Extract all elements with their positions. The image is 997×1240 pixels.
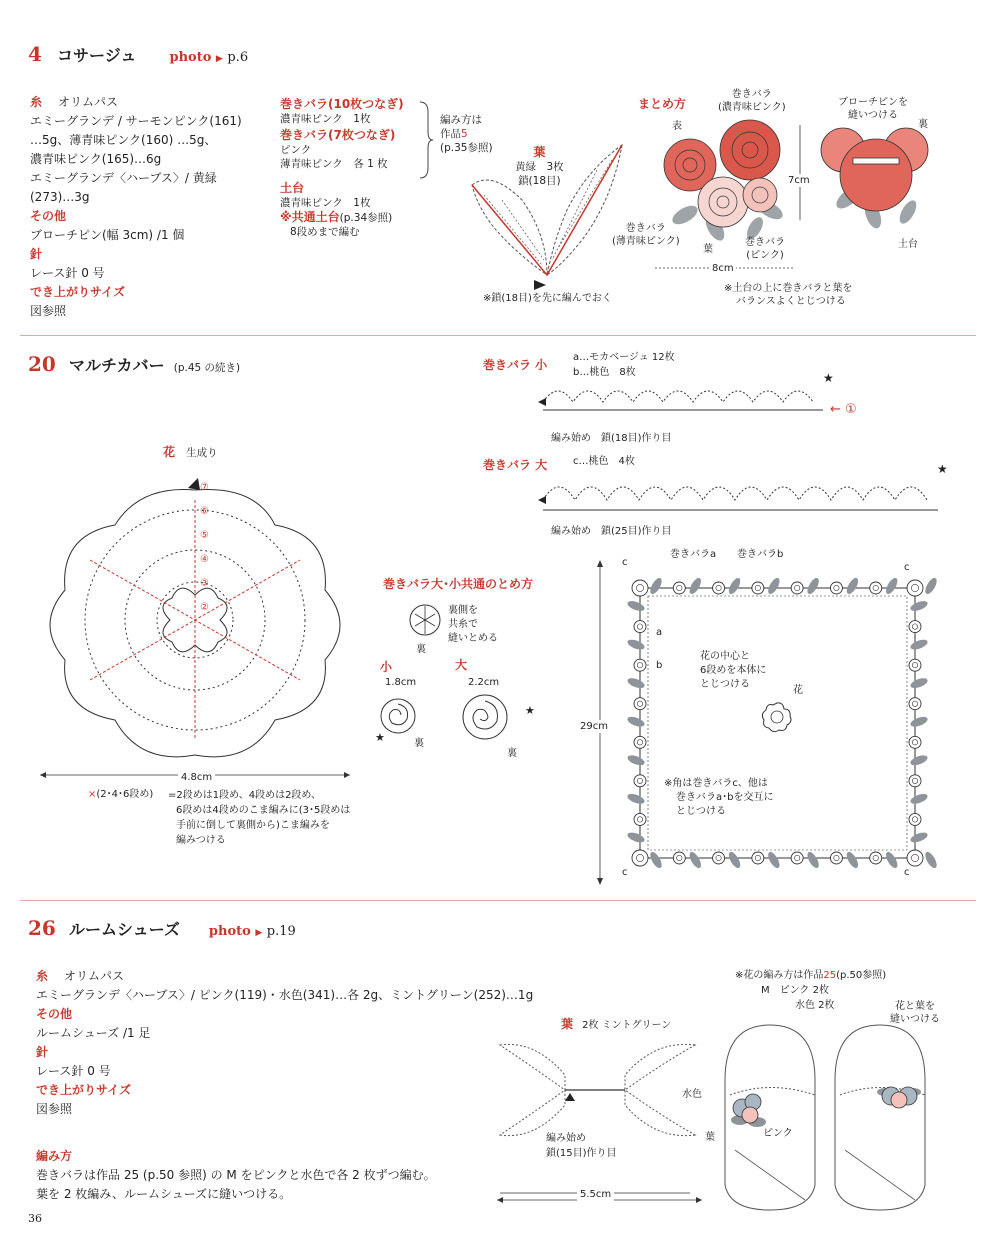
rose-mark <box>713 582 725 594</box>
leaf-mark <box>626 599 646 613</box>
note-line: 6段めは4段めのこま編みに(3･5段めは <box>176 805 351 816</box>
rose-large-chart <box>538 472 943 522</box>
finish-back-small: 裏 <box>414 738 424 749</box>
leaf-mark <box>626 638 646 652</box>
layout-b: b <box>656 660 663 671</box>
flower-diagram <box>40 470 352 770</box>
sec4-leaf-diagram <box>462 140 642 290</box>
base-rows: 8段めまで編む <box>290 226 360 238</box>
finish-large-rose <box>458 693 514 743</box>
rose-mark <box>791 852 803 864</box>
rose-mark <box>909 621 921 633</box>
base-detail: 濃青味ピンク 1枚 <box>280 197 371 209</box>
sec26-title: ルームシューズ <box>68 920 180 939</box>
leaf-mark <box>766 576 782 596</box>
leaf-mark <box>687 576 703 596</box>
page-number: 36 <box>28 1212 42 1225</box>
flower-width: 4.8cm <box>178 771 215 784</box>
sec4-header <box>28 42 248 66</box>
sec4-howto: 編み方は 作品5 (p.35参照) <box>440 114 493 154</box>
rose-mark <box>632 850 648 866</box>
rose-mark <box>634 775 646 787</box>
rose-mark <box>830 852 842 864</box>
rose-small-colors: a…モカベージュ 12枚 b…桃色 8枚 <box>573 352 675 378</box>
leaf-mark <box>805 576 821 596</box>
leaf-mark <box>727 576 743 596</box>
rose7-title: 巻きバラ(7枚つなぎ) <box>280 128 396 142</box>
material-line: でき上がりサイズ <box>30 285 126 299</box>
material-line: エミーグランデ〈ハーブス〉/ 黄緑 <box>30 171 217 185</box>
assembly-rose-pink: 巻きバラ (ピンク) <box>745 237 785 261</box>
rose-large-colors: c…桃色 4枚 <box>573 456 635 467</box>
rose-mark <box>830 582 842 594</box>
layout-rose-a: 巻きバラa <box>670 549 717 560</box>
material-line: その他 <box>30 209 67 223</box>
assembly-back-diagram <box>818 120 938 230</box>
assembly-front: 表 <box>672 121 682 132</box>
finish-large: 大 <box>455 658 468 672</box>
leaf-mark <box>626 715 646 729</box>
material-line: (273)…3g <box>30 190 90 204</box>
photo-page: p.19 <box>266 924 296 939</box>
sec20-header <box>28 352 240 376</box>
rose-mark <box>870 582 882 594</box>
material-line: エミーグランデ / サーモンピンク(161) <box>30 114 242 128</box>
rose-small-label: 巻きバラ 小 <box>483 358 548 372</box>
sec20-title: マルチカバー <box>68 356 165 375</box>
material-line: エミーグランデ〈ハーブス〉/ ピンク(119)・水色(341)…各 2g、ミントグリーン(252)…1g <box>36 988 534 1002</box>
rose-mark <box>752 852 764 864</box>
note-line: 手前に倒して裏側から)こま編みを <box>176 820 330 831</box>
sec26-number: 26 <box>28 916 56 940</box>
finish-star-large: ★ <box>525 704 535 717</box>
base-title: 土台 <box>280 181 305 195</box>
sec26-leaf-start: 編み始め 鎖(15目)作り目 <box>546 1133 617 1159</box>
material-line: …5g、薄青味ピンク(160) …5g、 <box>30 133 217 147</box>
leaf-mark <box>727 850 743 870</box>
rose-small-star: ★ <box>823 371 834 385</box>
rose-mark <box>634 698 646 710</box>
row-marker: ⑥ <box>200 506 209 517</box>
assembly-note: ※土台の上に巻きバラと葉を バランスよくとじつける <box>724 283 853 307</box>
flower-row-markers <box>200 476 209 620</box>
material-line: ブローチピン(幅 3cm) /1 個 <box>30 228 185 242</box>
finish-back-large: 裏 <box>507 748 517 759</box>
layout-flower-label: 花 <box>793 685 803 696</box>
flower-label: 花 生成り <box>163 445 218 459</box>
parts-brace <box>418 100 434 180</box>
photo-arrow-icon: ▶ <box>215 54 223 64</box>
assembly-rose-dark: 巻きバラ (濃青味ピンク) <box>718 89 786 113</box>
flower-note-mark: ×(2･4･6段め) <box>88 789 154 800</box>
material-line: その他 <box>36 1007 73 1021</box>
leaf-mark <box>884 576 900 596</box>
shoes-note: ※花の編み方は作品25(p.50参照) M ピンク 2枚 水色 2枚 <box>735 970 887 1011</box>
material-line: でき上がりサイズ <box>36 1083 132 1097</box>
rose-large-label: 巻きバラ 大 <box>483 458 548 472</box>
sec4-photo-ref[interactable] <box>169 50 248 65</box>
leaf-mark <box>626 753 646 767</box>
leaf-mark <box>626 831 646 845</box>
finish-back-rose <box>405 600 445 640</box>
material-line: 濃青味ピンク(165)…6g <box>30 152 162 166</box>
layout-c-tl: c <box>622 557 628 568</box>
assembly-back: 裏 <box>918 119 928 130</box>
finish-star-small: ★ <box>375 731 385 744</box>
rose-mark <box>673 852 685 864</box>
leaf-mark <box>909 753 929 767</box>
leaf-mark <box>648 576 664 596</box>
layout-note: ※角は巻きバラc、他は 巻きバラa･bを交互に とじつける <box>664 778 774 817</box>
photo-arrow-icon: ▶ <box>255 928 263 938</box>
flower-note <box>168 788 368 848</box>
rose-mark <box>870 852 882 864</box>
base-common: ※共通土台(p.34参照) <box>280 210 393 224</box>
shoes-blue: 水色 <box>682 1089 702 1100</box>
rose-mark <box>634 736 646 748</box>
rule-1 <box>20 335 976 336</box>
sec4-leaf-label: 葉 黄緑 3枚 鎖(18目) <box>515 145 564 187</box>
note-line: 編みつける <box>176 835 226 846</box>
material-line: レース針 0 号 <box>30 266 105 280</box>
rose-mark <box>713 852 725 864</box>
layout-center-note: 花の中心と 6段めを本体に とじつける <box>700 651 767 690</box>
shoes-sew: 花と葉を 縫いつける <box>890 1001 940 1025</box>
rose-mark <box>634 621 646 633</box>
assembly-rose-light: 巻きバラ (薄青味ピンク) <box>612 223 680 247</box>
material-line: 針 <box>30 247 43 261</box>
rose-small-start: 編み始め 鎖(18目)作り目 <box>551 433 672 444</box>
shoes-diagram <box>715 1020 955 1215</box>
assembly-leaf: 葉 <box>703 244 713 255</box>
leaf-mark <box>844 850 860 870</box>
rose-mark <box>909 698 921 710</box>
material-line: レース針 0 号 <box>36 1064 111 1078</box>
rose-mark <box>907 850 923 866</box>
sec20-number: 20 <box>28 352 56 376</box>
photo-page: p.6 <box>227 50 249 65</box>
row-marker: ② <box>200 602 209 613</box>
leaf-mark <box>884 850 900 870</box>
finish-large-size: 2.2cm <box>468 677 500 688</box>
rose-small-marker: ← ① <box>830 402 857 417</box>
finish-small-size: 1.8cm <box>385 677 417 688</box>
finish-small: 小 <box>380 660 393 674</box>
layout-c-tr: c <box>904 562 910 573</box>
rose-mark <box>634 813 646 825</box>
row-marker: ⑦ <box>200 482 209 493</box>
leaf-mark <box>909 792 929 806</box>
leaf-mark <box>648 850 664 870</box>
material-line: 針 <box>36 1045 49 1059</box>
sec4-title: コサージュ <box>57 46 137 65</box>
layout-a: a <box>656 627 663 638</box>
sec26-photo-ref[interactable] <box>209 924 296 939</box>
rule-2 <box>20 900 976 901</box>
shoes-leaf: 葉 <box>705 1132 715 1143</box>
shoes-pink: ピンク <box>763 1128 793 1139</box>
leaf-mark <box>626 676 646 690</box>
leaf-mark <box>844 576 860 596</box>
leaf-mark <box>909 715 929 729</box>
sec26-header <box>28 916 296 940</box>
photo-label: photo <box>208 924 251 939</box>
leaf-mark <box>766 850 782 870</box>
assembly-dim-lines <box>655 120 815 280</box>
note-line: =2段めは1段め、4段めは2段め、 <box>168 790 322 801</box>
assembly-width: 8cm <box>712 263 734 274</box>
rose10-detail: 濃青味ピンク 1枚 <box>280 113 371 125</box>
rose7-detail1: ピンク <box>280 144 312 156</box>
photo-label: photo <box>169 50 212 65</box>
rose-mark <box>909 775 921 787</box>
leaf-mark <box>909 599 929 613</box>
sec26-materials <box>36 967 556 1119</box>
leaf-mark <box>909 831 929 845</box>
rose-large-star: ★ <box>937 462 948 476</box>
material-line: 図参照 <box>30 304 67 318</box>
leaf-mark <box>923 576 939 596</box>
rose-small-chart <box>538 380 828 425</box>
finish-title: 巻きバラ大･小共通のとめ方 <box>383 577 534 591</box>
rose-mark <box>634 659 646 671</box>
row-marker: ⑤ <box>200 530 209 541</box>
row-marker: ③ <box>200 578 209 589</box>
rose-mark <box>752 582 764 594</box>
assembly-base: 土台 <box>898 239 918 250</box>
sec4-leaf-note: ※鎖(18目)を先に編んでおく <box>483 293 612 304</box>
rose-large-start: 編み始め 鎖(25目)作り目 <box>551 526 672 537</box>
leaf-mark <box>909 676 929 690</box>
rose-mark <box>791 582 803 594</box>
rose-mark <box>907 580 923 596</box>
rose-mark <box>909 736 921 748</box>
assembly-title: まとめ方 <box>638 97 687 111</box>
leaf-mark <box>687 850 703 870</box>
rose-mark <box>632 580 648 596</box>
material-line: ルームシューズ /1 足 <box>36 1026 151 1040</box>
sec26-leaf-label: 葉 2枚 ミントグリーン <box>561 1017 672 1031</box>
sec26-howto: 編み方 巻きバラは作品 25 (p.50 参照) の M をピンクと水色で各 2 枚ずつ編む。 葉を 2 枚編み、ルームシューズに縫いつける。 <box>36 1149 436 1201</box>
assembly-brooch: ブローチピンを 縫いつける <box>838 97 908 121</box>
sec20-cont: (p.45 の続き) <box>173 362 241 374</box>
rose10-title: 巻きバラ(10枚つなぎ) <box>280 97 404 111</box>
assembly-height: 7cm <box>788 175 810 186</box>
rose-mark <box>909 813 921 825</box>
layout-c-bl: c <box>622 867 628 878</box>
sec4-materials <box>30 93 265 321</box>
finish-back: 裏 <box>416 644 426 655</box>
layout-rose-b: 巻きバラb <box>737 549 784 560</box>
leaf-mark <box>909 638 929 652</box>
sec26-leaf-width: 5.5cm <box>577 1188 614 1201</box>
finish-back-note: 裏側を 共糸で 縫いとめる <box>448 605 498 644</box>
layout-c-br: c <box>904 867 910 878</box>
material-line: 糸 オリムパス <box>30 95 119 109</box>
layout-height: 29cm <box>580 721 608 732</box>
rose-mark <box>909 659 921 671</box>
rose7-detail2: 薄青味ピンク 各 1 枚 <box>280 158 388 170</box>
row-marker: ④ <box>200 554 209 565</box>
material-line: 糸 オリムパス <box>36 969 125 983</box>
leaf-mark <box>923 850 939 870</box>
sec4-number: 4 <box>28 42 42 66</box>
leaf-mark <box>805 850 821 870</box>
leaf-mark <box>626 792 646 806</box>
layout-flower <box>760 700 794 734</box>
material-line: 図参照 <box>36 1102 73 1116</box>
rose-mark <box>673 582 685 594</box>
sec4-parts <box>280 95 430 239</box>
